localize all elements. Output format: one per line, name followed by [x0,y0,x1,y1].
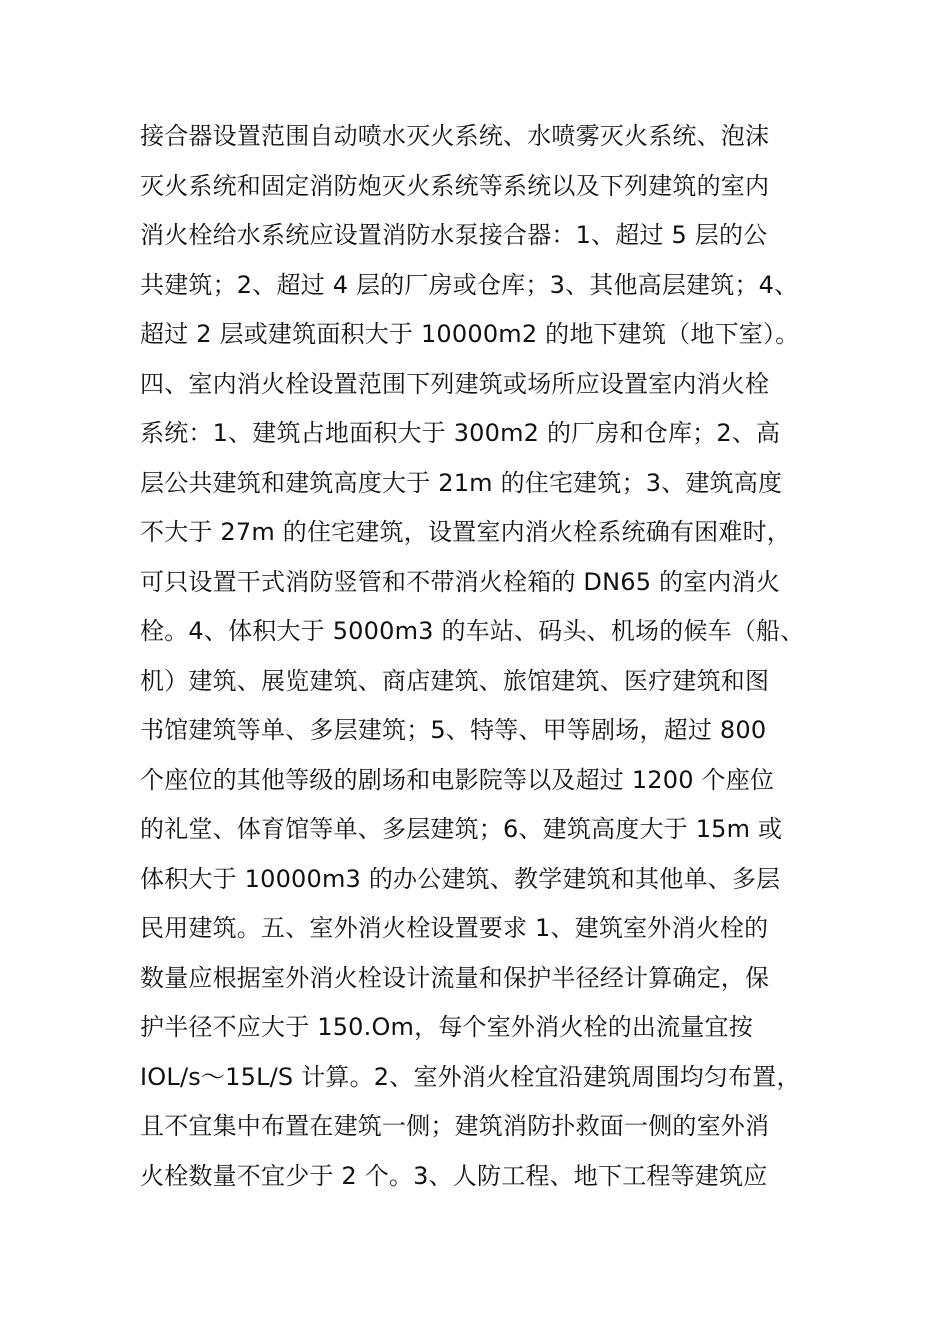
text-line: 个座位的其他等级的剧场和电影院等以及超过 1200 个座位 [140,765,775,794]
text-line: 体积大于 10000m3 的办公建筑、教学建筑和其他单、多层 [140,864,781,893]
text-line: 民用建筑。五、室外消火栓设置要求 1、建筑室外消火栓的 [140,914,769,942]
text-line: 机）建筑、展览建筑、商店建筑、旅馆建筑、医疗建筑和图 [140,666,770,695]
text-line: 书馆建筑等单、多层建筑；5、特等、甲等剧场，超过 800 [140,716,767,744]
text-line: 且不宜集中布置在建筑一侧；建筑消防扑救面一侧的室外消 [140,1112,770,1140]
text-line: 火栓数量不宜少于 2 个。3、人防工程、地下工程等建筑应 [140,1161,768,1190]
text-line: 不大于 27m 的住宅建筑，设置室内消火栓系统确有困难时， [140,518,791,546]
text-line: 数量应根据室外消火栓设计流量和保护半径经计算确定，保 [140,963,770,992]
body-text [140,112,820,1201]
text-line: 护半径不应大于 150.Om，每个室外消火栓的出流量宜按 [140,1013,753,1041]
text-line: 超过 2 层或建筑面积大于 10000m2 的地下建筑（地下室）。 [140,320,800,348]
text-line: 灭火系统和固定消防炮灭火系统等系统以及下列建筑的室内 [140,171,770,200]
text-line: 接合器设置范围自动喷水灭火系统、水喷雾灭火系统、泡沫 [140,122,770,150]
text-line: IOL/s〜15L/S 计算。2、室外消火栓宜沿建筑周围均匀布置， [140,1062,801,1091]
text-line: 消火栓给水系统应设置消防水泵接合器：1、超过 5 层的公 [140,221,768,249]
text-line: 的礼堂、体育馆等单、多层建筑；6、建筑高度大于 15m 或 [140,815,783,843]
text-line: 层公共建筑和建筑高度大于 21m 的住宅建筑；3、建筑高度 [140,468,783,497]
text-line: 栓。4、体积大于 5000m3 的车站、码头、机场的候车（船、 [140,617,805,645]
text-line: 可只设置干式消防竖管和不带消火栓箱的 DN65 的室内消火 [140,567,781,596]
text-line: 系统：1、建筑占地面积大于 300m2 的厂房和仓库；2、高 [140,419,781,447]
text-line: 共建筑；2、超过 4 层的厂房或仓库；3、其他高层建筑；4、 [140,270,799,299]
text-line: 四、室内消火栓设置范围下列建筑或场所应设置室内消火栓 [140,369,770,398]
